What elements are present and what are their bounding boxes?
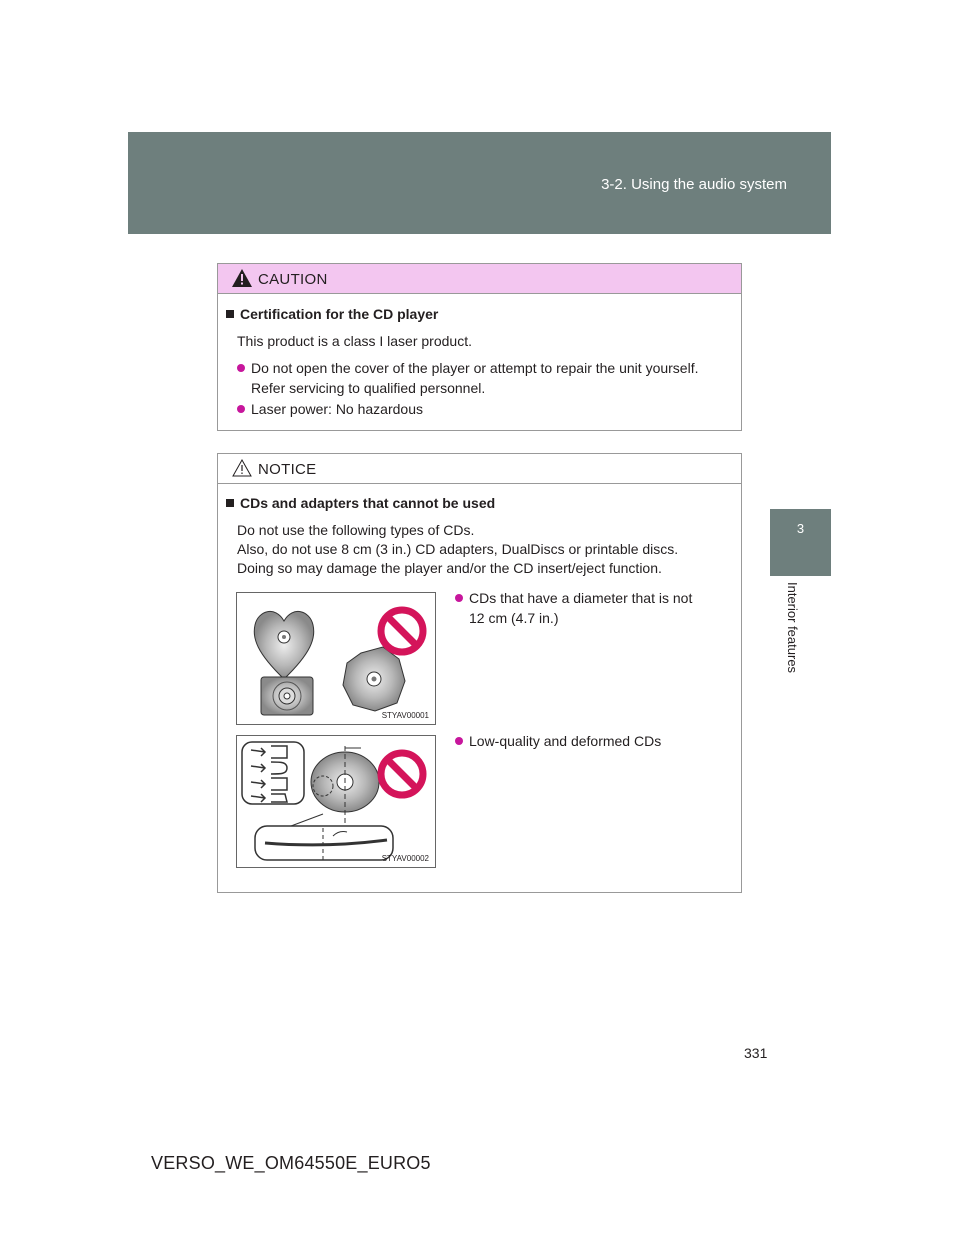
caution-intro: This product is a class I laser product.	[237, 333, 472, 349]
notice-triangle-icon	[232, 459, 252, 477]
caution-box	[217, 263, 742, 431]
figure-odd-shaped-cds	[236, 592, 436, 725]
notice-item-2: Low-quality and deformed CDs	[455, 731, 661, 751]
notice-title: NOTICE	[258, 461, 317, 478]
chapter-tab-label	[770, 576, 831, 736]
caution-bullet-1-cont: Refer servicing to qualified personnel.	[251, 380, 486, 396]
figure-code: STYAV00001	[381, 711, 429, 720]
figure-code: STYAV00002	[381, 854, 429, 863]
odd-shaped-cds-illustration	[237, 593, 435, 724]
warning-triangle-icon	[232, 269, 252, 287]
round-bullet-icon	[455, 737, 463, 745]
chapter-tab-label-text: Interior features	[785, 582, 800, 674]
notice-box	[217, 453, 742, 893]
document-code: VERSO_WE_OM64550E_EURO5	[151, 1153, 431, 1173]
square-bullet-icon	[226, 499, 234, 507]
notice-item-1: CDs that have a diameter that is not	[455, 588, 692, 608]
caution-header	[218, 264, 741, 294]
notice-line-2: Also, do not use 8 cm (3 in.) CD adapters, DualDiscs or printable discs.	[237, 541, 679, 557]
watermark: carmanualsonline.info	[688, 1208, 890, 1229]
caution-bullet-1: Do not open the cover of the player or attempt to repair the unit yourself.	[237, 358, 698, 378]
notice-line-3: Doing so may damage the player and/or the CD insert/eject function.	[237, 560, 662, 576]
figure-deformed-cds	[236, 735, 436, 868]
round-bullet-icon	[237, 364, 245, 372]
caution-title: CAUTION	[258, 271, 328, 288]
chapter-tab-number: 3	[770, 509, 831, 576]
caution-bullet-2: Laser power: No hazardous	[237, 399, 423, 419]
section-header-band	[128, 132, 831, 234]
square-bullet-icon	[226, 310, 234, 318]
round-bullet-icon	[455, 594, 463, 602]
notice-item-1-cont: 12 cm (4.7 in.)	[469, 610, 559, 626]
notice-heading: CDs and adapters that cannot be used	[226, 493, 495, 513]
page-number: 331	[744, 1045, 768, 1061]
notice-header	[218, 454, 741, 484]
section-title: 3-2. Using the audio system	[601, 176, 787, 193]
caution-heading: Certification for the CD player	[226, 304, 438, 324]
deformed-cds-illustration	[237, 736, 435, 867]
notice-line-1: Do not use the following types of CDs.	[237, 522, 475, 538]
round-bullet-icon	[237, 405, 245, 413]
